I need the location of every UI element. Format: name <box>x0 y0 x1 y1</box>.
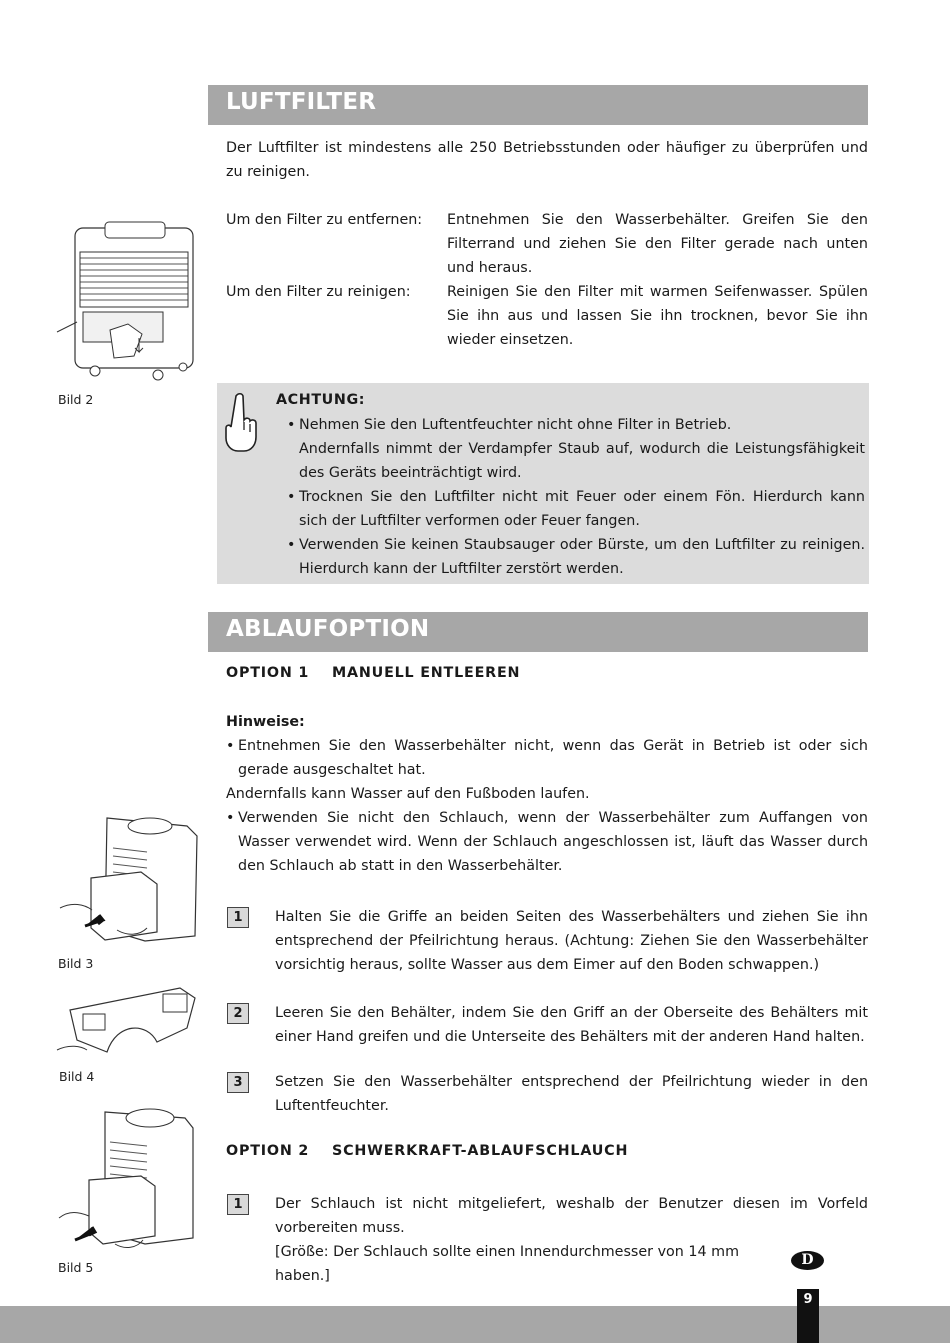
remove-text: Entnehmen Sie den Wasserbehälter. Greifen Sie den Filterrand und ziehen Sie den Filter gerade nach unten und heraus. <box>447 212 868 276</box>
language-badge: D <box>791 1251 824 1270</box>
remove-label: Um den Filter zu entfernen: <box>226 212 423 228</box>
page-number: 9 <box>797 1289 819 1343</box>
step-number: 1 <box>227 1194 249 1215</box>
section-title: ABLAUFOPTION <box>226 616 430 642</box>
clean-label: Um den Filter zu reinigen: <box>226 284 411 300</box>
step-text: Halten Sie die Griffe an beiden Seiten des Wasserbehälters und ziehen Sie ihn entsprechend der Pfeilrichtung heraus. (Achtung: Ziehen Sie den Wasserbehälter vorsichtig heraus, sollte Wasser aus dem Eimer auf den Boden schwappen.) <box>275 909 868 973</box>
warning-title: ACHTUNG: <box>276 392 366 408</box>
caption-bild5: Bild 5 <box>58 1260 94 1275</box>
step-text: Setzen Sie den Wasserbehälter entsprechend der Pfeilrichtung wieder in den Luftentfeuchter. <box>275 1074 868 1114</box>
step-extra: [Größe: Der Schlauch sollte einen Innendurchmesser von 14 mm haben.] <box>275 1244 739 1284</box>
option2-number: OPTION 2 <box>226 1143 310 1159</box>
empty-tank-illustration <box>55 980 200 1065</box>
filter-intro: Der Luftfilter ist mindestens alle 250 Betriebsstunden oder häufiger zu überprüfen und zu reinigen. <box>226 140 868 180</box>
pointing-hand-icon <box>222 392 260 456</box>
step-number: 1 <box>227 907 249 928</box>
caption-bild3: Bild 3 <box>58 956 94 971</box>
notes-title: Hinweise: <box>226 714 305 730</box>
caption-bild4: Bild 4 <box>59 1069 95 1084</box>
dehumidifier-filter-illustration <box>55 220 195 390</box>
insert-tank-illustration <box>55 1100 200 1260</box>
step-number: 3 <box>227 1072 249 1093</box>
warning-item-continuation: Andernfalls nimmt der Verdampfer Staub auf, wodurch die Leistungsfähigkeit des Geräts beeinträchtigt wird. <box>299 441 865 481</box>
step-text: Leeren Sie den Behälter, indem Sie den Griff an der Oberseite des Behälters mit einer Hand greifen und die Unterseite des Behälters mit der anderen Hand halten. <box>275 1005 868 1045</box>
caption-bild2: Bild 2 <box>58 392 94 407</box>
clean-text: Reinigen Sie den Filter mit warmen Seifenwasser. Spülen Sie ihn aus und lassen Sie ihn trocknen, bevor Sie ihn wieder einsetzen. <box>447 284 868 348</box>
option1-title: MANUELL ENTLEEREN <box>332 665 521 681</box>
remove-tank-illustration <box>55 808 200 948</box>
note-continuation: Andernfalls kann Wasser auf den Fußboden laufen. <box>226 786 590 802</box>
section-title: LUFTFILTER <box>226 89 377 115</box>
option1-number: OPTION 1 <box>226 665 310 681</box>
step-text: Der Schlauch ist nicht mitgeliefert, weshalb der Benutzer diesen im Vorfeld vorbereiten muss. <box>275 1196 868 1236</box>
step-number: 2 <box>227 1003 249 1024</box>
section-header-ablaufoption <box>208 612 868 652</box>
option2-title: SCHWERKRAFT-ABLAUFSCHLAUCH <box>332 1143 629 1159</box>
section-header-luftfilter <box>208 85 868 125</box>
